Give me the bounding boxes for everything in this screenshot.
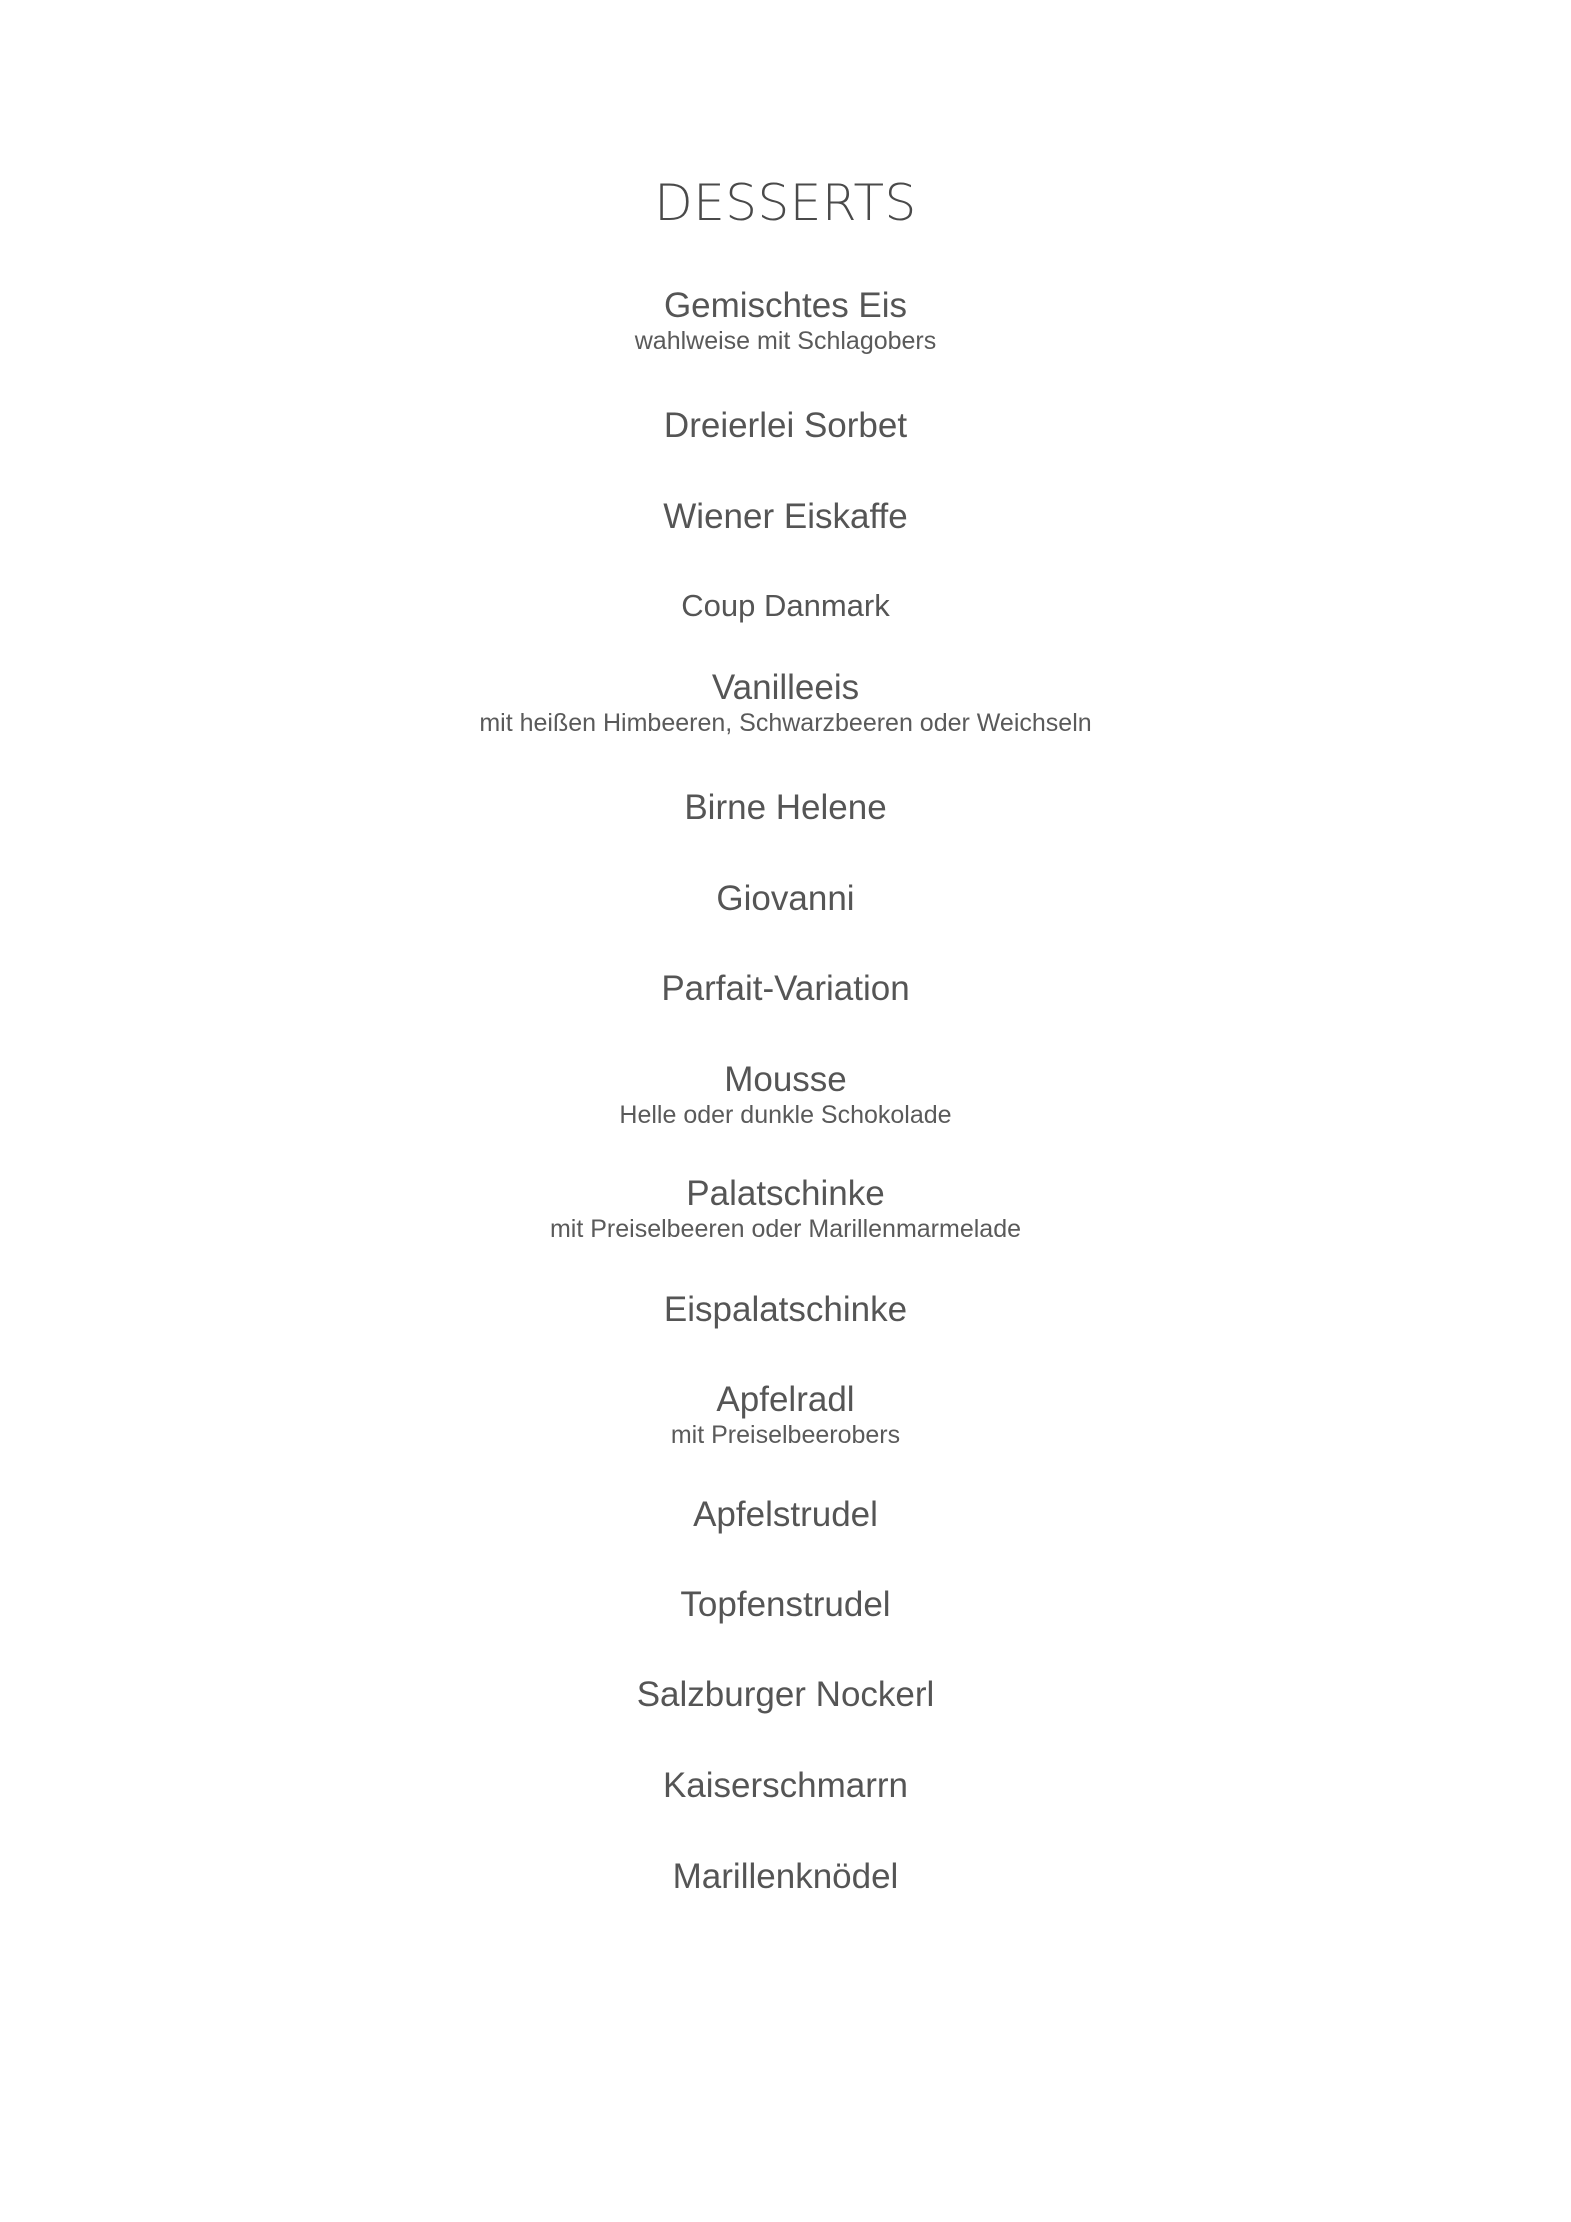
- menu-item-description: wahlweise mit Schlagobers: [634, 327, 937, 355]
- menu-item-description: mit heißen Himbeeren, Schwarzbeeren oder Weichseln: [479, 709, 1092, 737]
- menu-item: [0, 668, 1571, 738]
- menu-item: [0, 497, 1571, 537]
- menu-item-name: Gemischtes Eis: [663, 286, 908, 325]
- menu-item: [0, 1675, 1571, 1715]
- menu-item: [0, 1290, 1571, 1330]
- menu-item-name: Mousse: [724, 1060, 847, 1099]
- menu-item-name: Parfait-Variation: [661, 969, 910, 1008]
- menu-item-description: mit Preiselbeerobers: [670, 1421, 901, 1449]
- menu-item: [0, 1766, 1571, 1806]
- menu-item-name: Giovanni: [716, 879, 855, 918]
- page-title: DESSERTS: [654, 174, 917, 232]
- menu-item-name: Topfenstrudel: [680, 1585, 891, 1624]
- menu-item-name: Vanilleeis: [711, 668, 860, 707]
- menu-item: [0, 1495, 1571, 1535]
- menu-item-name: Dreierlei Sorbet: [663, 406, 908, 445]
- menu-item-name: Birne Helene: [684, 788, 887, 827]
- menu-item-name: Wiener Eiskaffe: [663, 497, 908, 536]
- menu-item-name: Apfelstrudel: [693, 1495, 878, 1534]
- menu-item: [0, 1857, 1571, 1897]
- menu-item-description: Helle oder dunkle Schokolade: [619, 1101, 952, 1129]
- menu-item: [0, 879, 1571, 919]
- menu-item-name: Palatschinke: [686, 1174, 885, 1213]
- menu-item: [0, 788, 1571, 828]
- menu-item-name: Salzburger Nockerl: [636, 1675, 935, 1714]
- menu-item: [0, 1060, 1571, 1130]
- menu-item: [0, 286, 1571, 356]
- menu-item-name: Kaiserschmarrn: [662, 1766, 909, 1805]
- menu-item-name: Coup Danmark: [681, 588, 890, 623]
- menu-item: [0, 406, 1571, 446]
- menu-item: [0, 586, 1571, 626]
- menu-item-name: Marillenknödel: [672, 1857, 899, 1896]
- menu-item-name: Eispalatschinke: [663, 1290, 908, 1329]
- menu-item: [0, 969, 1571, 1009]
- menu-item-description: mit Preiselbeeren oder Marillenmarmelade: [549, 1215, 1022, 1243]
- menu-item: [0, 1585, 1571, 1625]
- menu-item: [0, 1380, 1571, 1450]
- menu-item: [0, 1174, 1571, 1244]
- menu-item-name: Apfelradl: [716, 1380, 855, 1419]
